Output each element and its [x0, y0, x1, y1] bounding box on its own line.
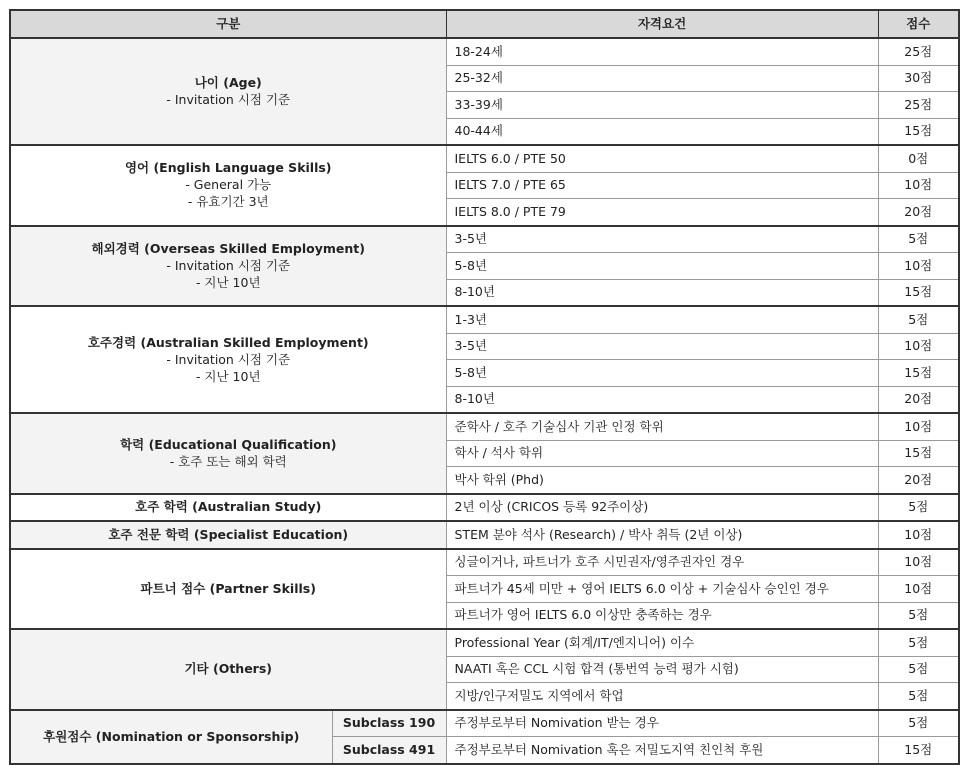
category-cell	[10, 494, 446, 522]
requirement-cell: 8-10년	[446, 279, 878, 306]
requirement-cell: 3-5년	[446, 226, 878, 253]
subclass-cell: Subclass 491	[332, 737, 446, 764]
points-cell: 5점	[878, 226, 959, 253]
points-cell: 25점	[878, 38, 959, 65]
points-cell: 5점	[878, 602, 959, 629]
category-title: 기타 (Others)	[184, 661, 272, 677]
category-note: - Invitation 시점 기준	[166, 257, 291, 273]
table-row	[10, 494, 959, 522]
category-title: 후원점수 (Nomination or Sponsorship)	[43, 728, 300, 744]
points-cell: 15점	[878, 440, 959, 467]
category-title: 호주경력 (Australian Skilled Employment)	[87, 334, 369, 350]
points-cell: 5점	[878, 494, 959, 522]
category-title: 해외경력 (Overseas Skilled Employment)	[91, 240, 365, 256]
category-cell	[10, 145, 446, 226]
category-title: 학력 (Educational Qualification)	[120, 436, 337, 452]
category-cell	[10, 306, 446, 413]
requirement-cell: 3-5년	[446, 333, 878, 360]
requirement-cell: 25-32세	[446, 65, 878, 92]
requirement-cell: 학사 / 석사 학위	[446, 440, 878, 467]
table-row	[10, 226, 959, 253]
points-cell: 15점	[878, 279, 959, 306]
requirement-cell: 준학사 / 호주 기술심사 기관 인정 학위	[446, 413, 878, 440]
points-cell: 10점	[878, 549, 959, 576]
requirement-cell: 싱글이거나, 파트너가 호주 시민권자/영주권자인 경우	[446, 549, 878, 576]
requirement-cell: NAATI 혹은 CCL 시험 합격 (통번역 능력 평가 시험)	[446, 656, 878, 683]
table-row	[10, 306, 959, 333]
points-cell: 10점	[878, 333, 959, 360]
category-note: - 호주 또는 해외 학력	[169, 453, 287, 469]
category-title: 호주 학력 (Australian Study)	[135, 499, 322, 515]
category-note: - General 가능	[185, 177, 272, 193]
category-note: - 지난 10년	[195, 368, 261, 384]
points-cell: 30점	[878, 65, 959, 92]
points-cell: 5점	[878, 629, 959, 656]
requirement-cell: 주정부로부터 Nomivation 혹은 저밀도지역 친인척 후원	[446, 737, 878, 764]
category-cell	[10, 521, 446, 549]
category-cell	[10, 629, 446, 710]
requirement-cell: IELTS 8.0 / PTE 79	[446, 199, 878, 226]
requirement-cell: 40-44세	[446, 118, 878, 145]
category-cell	[10, 413, 446, 494]
table-header-row	[10, 10, 959, 38]
category-cell	[10, 549, 446, 630]
category-note: - Invitation 시점 기준	[166, 92, 291, 107]
points-cell: 10점	[878, 521, 959, 549]
table-row	[10, 413, 959, 440]
points-cell: 15점	[878, 360, 959, 387]
requirement-cell: 33-39세	[446, 92, 878, 119]
points-cell: 10점	[878, 172, 959, 199]
requirement-cell: Professional Year (회계/IT/엔지니어) 이수	[446, 629, 878, 656]
subclass-cell: Subclass 190	[332, 710, 446, 737]
category-note: - 유효기간 3년	[187, 194, 269, 210]
requirement-cell: IELTS 7.0 / PTE 65	[446, 172, 878, 199]
requirement-cell: 1-3년	[446, 306, 878, 333]
points-table	[9, 9, 960, 765]
points-cell: 20점	[878, 386, 959, 413]
category-cell	[10, 710, 332, 764]
category-title: 호주 전문 학력 (Specialist Education)	[108, 526, 349, 542]
table-row	[10, 549, 959, 576]
category-note: - 지난 10년	[195, 274, 261, 290]
requirement-cell: 주정부로부터 Nomivation 받는 경우	[446, 710, 878, 737]
points-cell: 5점	[878, 710, 959, 737]
category-cell	[10, 38, 446, 145]
points-cell: 20점	[878, 467, 959, 494]
header-requirement: 자격요건	[446, 10, 878, 38]
points-cell: 5점	[878, 683, 959, 710]
header-category: 구분	[10, 10, 446, 38]
points-cell: 25점	[878, 92, 959, 119]
category-title: 영어 (English Language Skills)	[124, 160, 332, 176]
category-title: 나이 (Age)	[194, 75, 262, 90]
requirement-cell: 지방/인구저밀도 지역에서 학업	[446, 683, 878, 710]
table-row	[10, 521, 959, 549]
table-row	[10, 629, 959, 656]
category-cell	[10, 226, 446, 307]
requirement-cell: 8-10년	[446, 386, 878, 413]
requirement-cell: IELTS 6.0 / PTE 50	[446, 145, 878, 172]
category-title: 파트너 점수 (Partner Skills)	[140, 580, 316, 596]
points-cell: 20점	[878, 199, 959, 226]
points-cell: 10점	[878, 413, 959, 440]
requirement-cell: STEM 분야 석사 (Research) / 박사 취득 (2년 이상)	[446, 521, 878, 549]
points-cell: 5점	[878, 306, 959, 333]
points-cell: 10점	[878, 253, 959, 280]
points-cell: 15점	[878, 737, 959, 764]
table-row	[10, 38, 959, 65]
requirement-cell: 18-24세	[446, 38, 878, 65]
requirement-cell: 파트너가 45세 미만 + 영어 IELTS 6.0 이상 + 기술심사 승인인 경우	[446, 576, 878, 603]
table-row	[10, 145, 959, 172]
requirement-cell: 파트너가 영어 IELTS 6.0 이상만 충족하는 경우	[446, 602, 878, 629]
header-points: 점수	[878, 10, 959, 38]
requirement-cell: 2년 이상 (CRICOS 등록 92주이상)	[446, 494, 878, 522]
points-cell: 5점	[878, 656, 959, 683]
table-row	[10, 710, 959, 737]
points-cell: 15점	[878, 118, 959, 145]
points-cell: 0점	[878, 145, 959, 172]
category-note: - Invitation 시점 기준	[166, 351, 291, 367]
requirement-cell: 5-8년	[446, 253, 878, 280]
requirement-cell: 박사 학위 (Phd)	[446, 467, 878, 494]
table-body	[10, 38, 959, 764]
points-cell: 10점	[878, 576, 959, 603]
requirement-cell: 5-8년	[446, 360, 878, 387]
